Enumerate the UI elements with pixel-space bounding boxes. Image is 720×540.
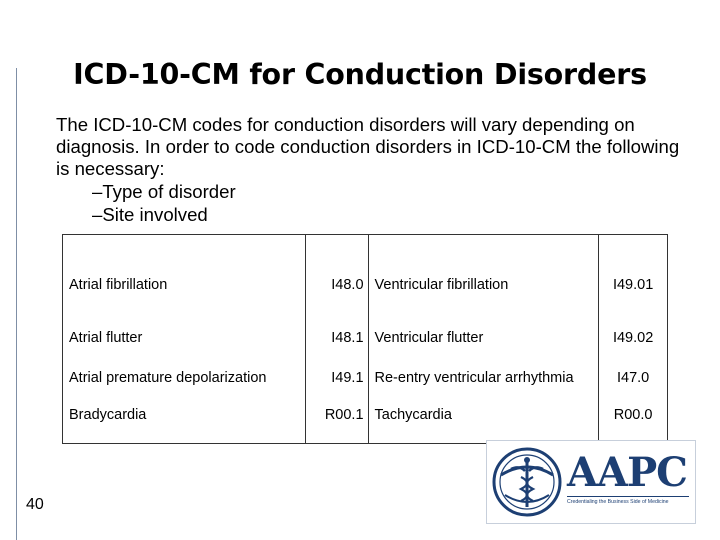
aapc-logo <box>486 440 696 524</box>
table-row <box>63 361 668 395</box>
table-cell-code: R00.0 <box>599 395 668 444</box>
slide-title: ICD-10-CM for Conduction Disorders <box>73 58 647 91</box>
list-item: –Type of disorder <box>92 181 236 202</box>
intro-paragraph: The ICD-10-CM codes for conduction disorders will vary depending on diagnosis. In order to code conduction disorders in ICD-10-CM the following is necessary: <box>56 114 680 179</box>
logo-tagline: Credentialing the Business Side of Medicine <box>567 499 669 505</box>
table-cell-condition: Tachycardia <box>368 395 599 444</box>
table-cell-code: I48.1 <box>305 315 368 361</box>
table-row <box>63 315 668 361</box>
requirements-list <box>56 180 696 226</box>
table-cell-code: I49.1 <box>305 361 368 395</box>
table-cell-code: I49.02 <box>599 315 668 361</box>
table-cell-condition: Bradycardia <box>63 395 306 444</box>
table-cell-code: R00.1 <box>305 395 368 444</box>
table-cell-condition: Atrial fibrillation <box>63 235 306 316</box>
table-row <box>63 395 668 444</box>
logo-wordmark: AAPC <box>567 449 687 496</box>
table-cell-code: I47.0 <box>599 361 668 395</box>
list-item: –Site involved <box>92 204 208 225</box>
table-cell-condition: Atrial flutter <box>63 315 306 361</box>
table-cell-code: I48.0 <box>305 235 368 316</box>
table-cell-condition: Re-entry ventricular arrhythmia <box>368 361 599 395</box>
codes-table <box>62 234 668 444</box>
table-cell-condition: Atrial premature depolarization <box>63 361 306 395</box>
table-row <box>63 235 668 316</box>
slide-left-rule <box>16 68 17 540</box>
slide-body <box>56 114 696 226</box>
logo-divider <box>567 496 689 497</box>
page-number: 40 <box>26 496 44 513</box>
table-cell-condition: Ventricular flutter <box>368 315 599 361</box>
table-cell-condition: Ventricular fibrillation <box>368 235 599 316</box>
table-cell-code: I49.01 <box>599 235 668 316</box>
caduceus-emblem-icon <box>491 445 563 519</box>
